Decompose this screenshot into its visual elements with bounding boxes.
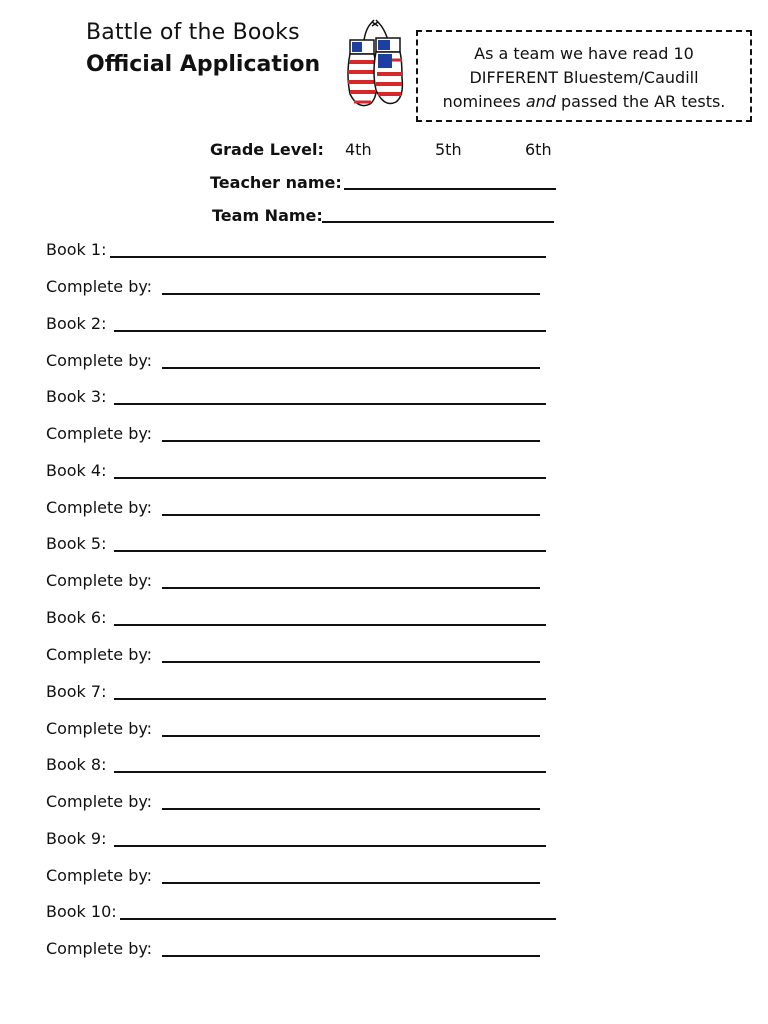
book-title-field[interactable] [114,477,546,479]
book-title-field[interactable] [114,771,546,773]
team-name-label: Team Name: [212,206,323,225]
complete-by-field[interactable] [162,440,540,442]
team-name-field[interactable] [322,221,554,223]
title-line-2: Official Application [86,52,321,77]
title-line-1: Battle of the Books [86,20,300,45]
complete-by-label: Complete by: [46,498,153,517]
complete-by-field[interactable] [162,587,540,589]
book-title-field[interactable] [114,330,546,332]
notice-line-3-emphasis: and [525,92,556,111]
teacher-name-label: Teacher name: [210,173,342,192]
book-label: Book 4: [46,461,107,480]
complete-by-label: Complete by: [46,792,153,811]
notice-box [416,30,752,122]
complete-by-field[interactable] [162,514,540,516]
complete-by-field[interactable] [162,735,540,737]
complete-by-label: Complete by: [46,424,153,443]
complete-by-label: Complete by: [46,645,153,664]
book-label: Book 8: [46,755,107,774]
complete-by-label: Complete by: [46,571,153,590]
complete-by-field[interactable] [162,808,540,810]
boxing-gloves-flag-icon [344,18,406,112]
complete-by-field[interactable] [162,955,540,957]
complete-by-field[interactable] [162,293,540,295]
book-label: Book 3: [46,387,107,406]
grade-option-5th[interactable]: 5th [435,140,462,159]
book-title-field[interactable] [114,624,546,626]
book-title-field[interactable] [114,698,546,700]
notice-line-3-pre: nominees [442,92,526,111]
notice-line-2: DIFFERENT Bluestem/Caudill [469,68,699,87]
book-title-field[interactable] [114,845,546,847]
book-label: Book 10: [46,902,117,921]
notice-line-3 [418,90,750,114]
complete-by-label: Complete by: [46,351,153,370]
grade-level-label: Grade Level: [210,140,324,159]
complete-by-label: Complete by: [46,866,153,885]
complete-by-label: Complete by: [46,939,153,958]
notice-line-3-post: passed the AR tests. [555,92,726,111]
complete-by-field[interactable] [162,367,540,369]
complete-by-label: Complete by: [46,277,153,296]
book-label: Book 9: [46,829,107,848]
book-label: Book 7: [46,682,107,701]
notice-line-1: As a team we have read 10 [474,44,694,63]
complete-by-field[interactable] [162,661,540,663]
book-label: Book 1: [46,240,107,259]
book-label: Book 2: [46,314,107,333]
grade-option-6th[interactable]: 6th [525,140,552,159]
book-title-field[interactable] [114,403,546,405]
teacher-name-field[interactable] [344,188,556,190]
book-title-field[interactable] [110,256,546,258]
book-title-field[interactable] [114,550,546,552]
complete-by-field[interactable] [162,882,540,884]
book-title-field[interactable] [120,918,556,920]
complete-by-label: Complete by: [46,719,153,738]
grade-option-4th[interactable]: 4th [345,140,372,159]
book-label: Book 6: [46,608,107,627]
book-label: Book 5: [46,534,107,553]
